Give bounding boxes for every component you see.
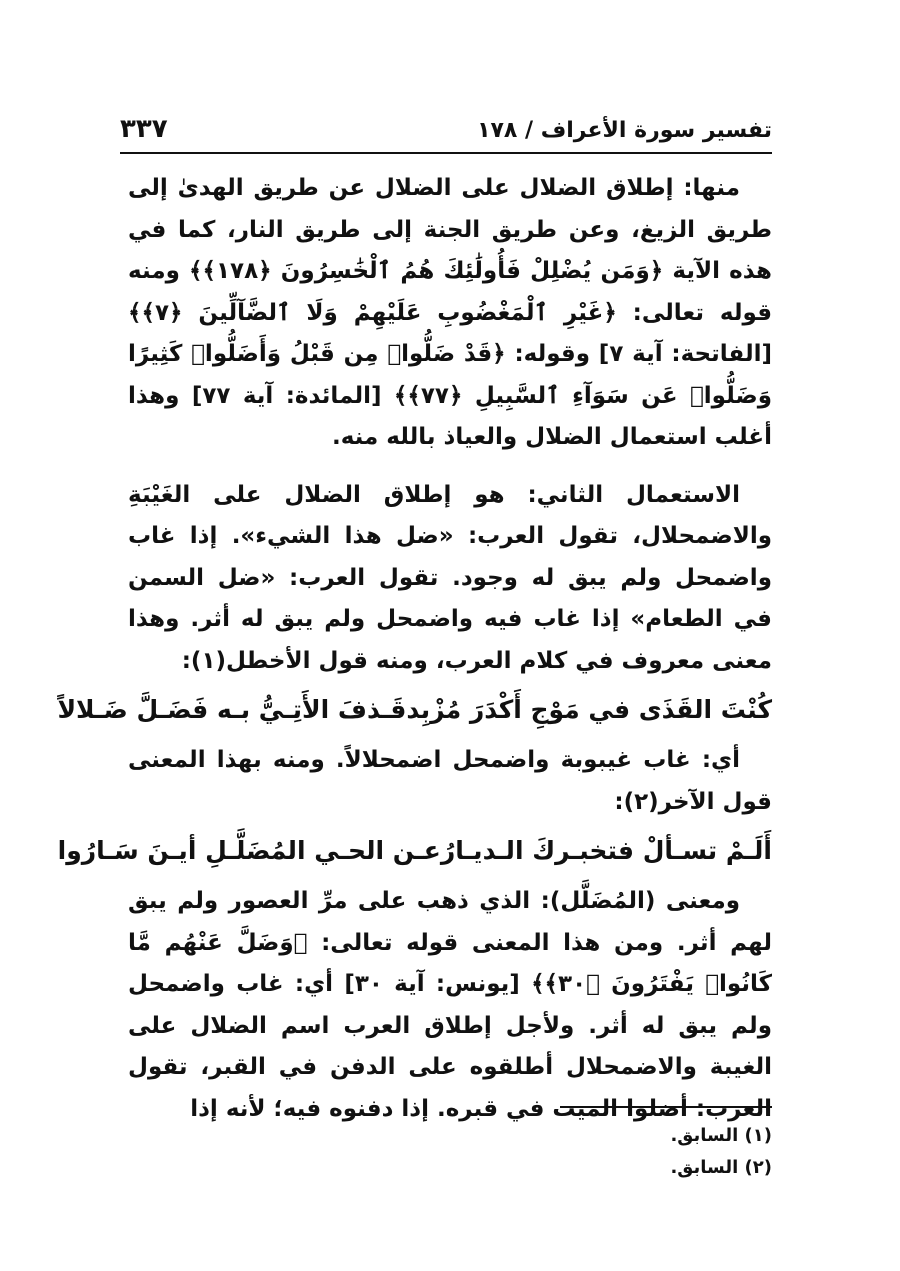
- header-title: تفسير سورة الأعراف / ١٧٨: [477, 118, 772, 143]
- poetry-verse-akhtal: [57, 688, 772, 732]
- footnote-item: (١) السابق.: [670, 1125, 772, 1146]
- paragraph-mudallal-meaning: ومعنى (المُضَلَّل): الذي ذهب على مرِّ العصور ولم يبق لهم أثر. ومن هذا المعنى قوله تعالى: ﴿وَضَلَّ عَنْهُم مَّا كَانُوا۟ يَفْتَرُونَ ﴿٣٠﴾﴾ [يونس: آية ٣٠] أي: غاب واضمحل ولم يبق له أثر. ولأجل إطلاق العرب اسم الضلال على الغيبة والاضمحلال أطلقوه على الدفن في القبر، تقول العرب: أضلوا الميت في قبره. إذا دفنوه فيه؛ لأنه إذا: [128, 888, 772, 1122]
- main-text: [57, 168, 773, 1130]
- verse-second-hemistich: قَـذفَ الأَتِـيُّ بـه فَضَـلَّ ضَـلالاً: [57, 695, 407, 724]
- poetry-verse-other: [57, 829, 772, 873]
- page-number: ٣٣٧: [120, 114, 168, 144]
- paragraph-verse-explanation: أي: غاب غيبوبة واضمحل اضمحلالاً. ومنه بهذا المعنى قول الآخر(٢):: [128, 747, 772, 815]
- paragraph-first-usage: منها: إطلاق الضلال على الضلال عن طريق الهدىٰ إلى طريق الزيغ، وعن طريق الجنة إلى طريق النار، كما في هذه الآية ﴿وَمَن يُضْلِلْ فَأُولَٰئِكَ هُمُ ٱلْخَٰسِرُونَ ﴿١٧٨﴾﴾ ومنه قوله تعالى: ﴿غَيْرِ ٱلْمَغْضُوبِ عَلَيْهِمْ وَلَا ٱلضَّآلِّينَ ﴿٧﴾﴾ [الفاتحة: آية ٧] وقوله: ﴿قَدْ ضَلُّوا۟ مِن قَبْلُ وَأَضَلُّوا۟ كَثِيرًا وَضَلُّوا۟ عَن سَوَآءِ ٱلسَّبِيلِ ﴿٧٧﴾﴾ [المائدة: آية ٧٧] وهذا أغلب استعمال الضلال والعياذ بالله منه.: [128, 175, 773, 450]
- verse-first-hemistich: أَلَـمْ تسـألْ فتخبـركَ الـديـارُ: [440, 836, 772, 865]
- footnotes: [670, 1120, 772, 1184]
- footnote-divider: [560, 1106, 772, 1108]
- paragraph-second-usage: الاستعمال الثاني: هو إطلاق الضلال على الغَيْبَةِ والاضمحلال، تقول العرب: «ضل هذا الشيء». إذا غاب واضمحل ولم يبق له وجود. تقول العرب: «ضل السمن في الطعام» إذا غاب فيه واضمحل ولم يبق له أثر. وهذا معنى معروف في كلام العرب، ومنه قول الأخطل(١):: [128, 481, 772, 674]
- footnote-item: (٢) السابق.: [670, 1157, 772, 1178]
- verse-second-hemistich: عـن الحـي المُضَلَّـلِ أيـنَ سَـارُوا: [57, 836, 441, 865]
- verse-first-hemistich: كُنْتَ القَذَى في مَوْجِ أَكْدَرَ مُزْبِد: [406, 695, 772, 724]
- running-header: [120, 112, 772, 154]
